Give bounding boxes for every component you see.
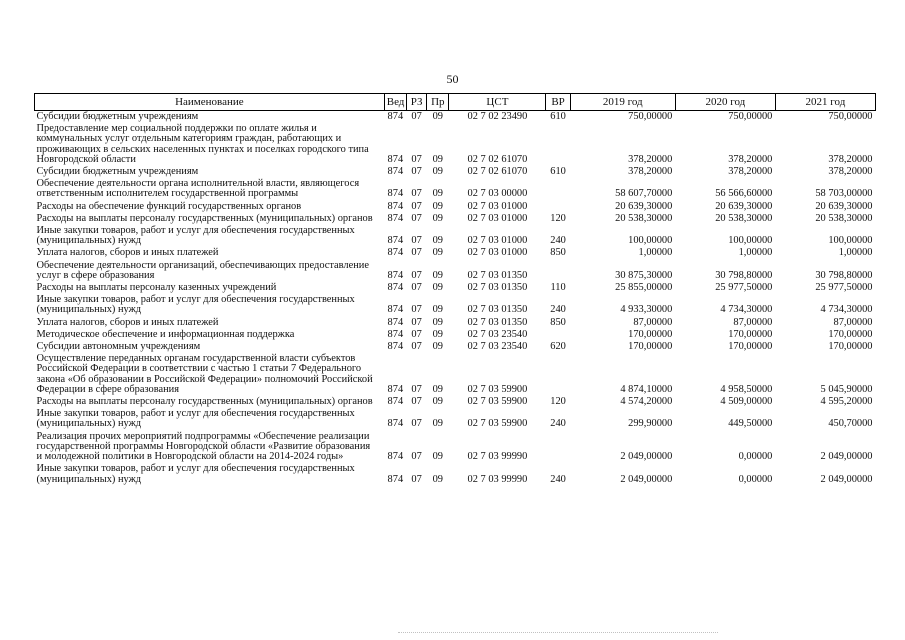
row-2020: 56 566,60000 [715, 188, 773, 200]
row-rz: 07 [411, 383, 422, 395]
row-2021: 378,20000 [828, 166, 873, 178]
row-rz: 07 [411, 235, 422, 247]
row-2019: 299,90000 [628, 418, 673, 430]
row-2019: 4 933,30000 [620, 304, 673, 316]
row-pr: 09 [432, 396, 443, 408]
row-pr: 09 [432, 316, 443, 328]
row-2019: 750,00000 [628, 111, 673, 122]
row-rz: 07 [411, 396, 422, 408]
row-name: Иные закупки товаров, работ и услуг для обеспечения государственных (муниципальных) нужд [36, 294, 355, 316]
row-vr [546, 260, 570, 282]
row-vr: 240 [550, 418, 566, 430]
row-ved: 874 [387, 200, 404, 212]
row-2021: 750,00000 [828, 111, 873, 122]
budget-table [34, 93, 876, 486]
scan-artifact-line [398, 632, 718, 635]
row-ved: 874 [387, 328, 404, 340]
row-pr: 09 [432, 166, 443, 178]
row-vr [546, 353, 570, 396]
row-vr [546, 178, 570, 200]
row-cst: 02 7 03 23540 [467, 341, 528, 353]
row-2019: 4 874,10000 [620, 383, 673, 395]
row-ved: 874 [387, 153, 404, 165]
table-row [35, 260, 876, 282]
row-2020: 1,00000 [738, 247, 773, 259]
row-cst: 02 7 03 99990 [467, 451, 528, 463]
row-rz: 07 [411, 153, 422, 165]
row-rz: 07 [411, 316, 422, 328]
row-pr: 09 [432, 188, 443, 200]
row-2021: 2 049,00000 [820, 473, 873, 485]
row-ved: 874 [387, 269, 404, 281]
row-ved: 874 [387, 188, 404, 200]
row-2021: 100,00000 [828, 235, 873, 247]
row-ved: 874 [387, 473, 404, 485]
row-2021: 378,20000 [828, 153, 873, 165]
row-2019: 25 855,00000 [615, 282, 673, 294]
row-2021: 170,00000 [828, 328, 873, 340]
row-cst: 02 7 03 01000 [467, 212, 528, 224]
row-cst: 02 7 02 61070 [467, 166, 528, 178]
row-pr: 09 [432, 212, 443, 224]
row-cst: 02 7 03 01350 [467, 304, 528, 316]
row-vr: 850 [550, 247, 566, 259]
header-2019: 2019 год [570, 94, 675, 111]
row-vr: 850 [550, 316, 566, 328]
row-name: Иные закупки товаров, работ и услуг для обеспечения государственных (муниципальных) нужд [36, 225, 355, 247]
row-cst: 02 7 03 23540 [467, 328, 528, 340]
row-vr: 610 [550, 166, 566, 178]
row-2021: 450,70000 [828, 418, 873, 430]
row-name: Уплата налогов, сборов и иных платежей [36, 247, 219, 259]
row-2019: 170,00000 [628, 328, 673, 340]
table-row [35, 201, 876, 213]
row-2020: 449,50000 [728, 418, 773, 430]
row-pr: 09 [432, 111, 443, 122]
table-row [35, 353, 876, 396]
row-ved: 874 [387, 247, 404, 259]
row-2021: 25 977,50000 [815, 282, 873, 294]
row-2019: 1,00000 [638, 247, 673, 259]
row-name: Методическое обеспечение и информационная поддержка [36, 328, 295, 340]
row-cst: 02 7 03 99990 [467, 473, 528, 485]
row-name: Расходы на выплаты персоналу казенных учреждений [36, 282, 277, 294]
row-ved: 874 [387, 235, 404, 247]
table-body [35, 111, 876, 486]
row-2021: 1,00000 [838, 247, 873, 259]
row-vr [546, 201, 570, 213]
table-row [35, 178, 876, 200]
row-name: Расходы на обеспечение функций государственных органов [36, 200, 302, 212]
table-row [35, 329, 876, 341]
table-header-row [35, 94, 876, 111]
row-2021: 58 703,00000 [815, 188, 873, 200]
row-vr [546, 123, 570, 166]
row-rz: 07 [411, 188, 422, 200]
table-row [35, 463, 876, 485]
table-row [35, 111, 876, 124]
row-rz: 07 [411, 269, 422, 281]
row-name: Расходы на выплаты персоналу государственных (муниципальных) органов [36, 396, 373, 408]
row-2020: 4 734,30000 [720, 304, 773, 316]
row-2021: 20 538,30000 [815, 212, 873, 224]
row-ved: 874 [387, 418, 404, 430]
row-2019: 170,00000 [628, 341, 673, 353]
row-2019: 20 639,30000 [615, 200, 673, 212]
row-cst: 02 7 03 01000 [467, 235, 528, 247]
row-cst: 02 7 03 01350 [467, 269, 528, 281]
row-cst: 02 7 03 01000 [467, 247, 528, 259]
row-name: Уплата налогов, сборов и иных платежей [36, 316, 219, 328]
row-ved: 874 [387, 166, 404, 178]
row-pr: 09 [432, 282, 443, 294]
row-2020: 170,00000 [728, 341, 773, 353]
row-2020: 30 798,80000 [715, 269, 773, 281]
row-rz: 07 [411, 341, 422, 353]
row-pr: 09 [432, 473, 443, 485]
row-rz: 07 [411, 212, 422, 224]
header-cst: ЦСТ [449, 94, 546, 111]
row-pr: 09 [432, 247, 443, 259]
row-cst: 02 7 03 01350 [467, 316, 528, 328]
row-vr: 620 [550, 341, 566, 353]
row-name: Осуществление переданных органам государственной власти субъектов Российской Федерации в соответствии с частью 1 статьи 7 Федерального закона «Об образовании в Российской Федерации» полномочий Российской Федерации в сфере образования [36, 353, 373, 395]
header-pr: Пр [427, 94, 449, 111]
row-name: Реализация прочих мероприятий подпрограммы «Обеспечение реализации государственной программы Новгородской области «Развитие образования и молодежной политики в Новгородской области на 2014-2024 годы» [36, 430, 371, 463]
row-cst: 02 7 03 59900 [467, 418, 528, 430]
row-vr: 120 [550, 212, 566, 224]
table-row [35, 317, 876, 329]
row-pr: 09 [432, 269, 443, 281]
header-rz: РЗ [406, 94, 426, 111]
row-2020: 4 958,50000 [720, 383, 773, 395]
row-rz: 07 [411, 111, 422, 122]
row-cst: 02 7 03 59900 [467, 396, 528, 408]
row-cst: 02 7 03 59900 [467, 383, 528, 395]
row-2021: 170,00000 [828, 341, 873, 353]
row-pr: 09 [432, 235, 443, 247]
row-rz: 07 [411, 328, 422, 340]
row-2020: 100,00000 [728, 235, 773, 247]
row-2020: 0,00000 [738, 451, 773, 463]
table-row [35, 341, 876, 353]
row-2021: 4 595,20000 [820, 396, 873, 408]
page-number: 50 [446, 72, 459, 86]
row-2020: 4 509,00000 [720, 396, 773, 408]
table-row [35, 225, 876, 247]
row-name: Обеспечение деятельности органа исполнительной власти, являющегося ответственным исполнителем государственной программы [36, 178, 360, 200]
row-2019: 30 875,30000 [615, 269, 673, 281]
header-name: Наименование [35, 94, 385, 111]
row-2021: 87,00000 [833, 316, 873, 328]
row-2020: 20 639,30000 [715, 200, 773, 212]
table-row [35, 282, 876, 294]
row-2019: 58 607,70000 [615, 188, 673, 200]
row-ved: 874 [387, 316, 404, 328]
row-rz: 07 [411, 282, 422, 294]
row-2020: 170,00000 [728, 328, 773, 340]
row-2021: 2 049,00000 [820, 451, 873, 463]
row-vr: 610 [550, 111, 566, 122]
row-2020: 0,00000 [738, 473, 773, 485]
row-2021: 20 639,30000 [815, 200, 873, 212]
header-vr: ВР [546, 94, 570, 111]
row-vr: 110 [550, 282, 566, 294]
row-2019: 4 574,20000 [620, 396, 673, 408]
row-vr [546, 431, 570, 464]
row-name: Предоставление мер социальной поддержки по оплате жилья и коммунальных услуг отдельным категориям граждан, работающих и проживающих в сельских населенных пунктах и поселках городского типа Новгородской области [36, 123, 369, 165]
row-ved: 874 [387, 341, 404, 353]
row-2019: 2 049,00000 [620, 451, 673, 463]
row-pr: 09 [432, 383, 443, 395]
row-rz: 07 [411, 451, 422, 463]
row-vr: 120 [550, 396, 566, 408]
row-cst: 02 7 03 00000 [467, 188, 528, 200]
row-vr: 240 [550, 235, 566, 247]
row-2020: 20 538,30000 [715, 212, 773, 224]
row-2019: 378,20000 [628, 153, 673, 165]
table-row [35, 431, 876, 464]
row-ved: 874 [387, 304, 404, 316]
row-2019: 87,00000 [633, 316, 673, 328]
row-rz: 07 [411, 200, 422, 212]
row-ved: 874 [387, 212, 404, 224]
row-2021: 30 798,80000 [815, 269, 873, 281]
row-ved: 874 [387, 111, 404, 122]
row-2020: 87,00000 [733, 316, 773, 328]
row-name: Субсидии бюджетным учреждениям [36, 166, 199, 178]
row-pr: 09 [432, 341, 443, 353]
table-row [35, 294, 876, 316]
row-2021: 4 734,30000 [820, 304, 873, 316]
header-2021: 2021 год [775, 94, 875, 111]
row-2021: 5 045,90000 [820, 383, 873, 395]
row-name: Иные закупки товаров, работ и услуг для обеспечения государственных (муниципальных) нужд [36, 408, 355, 430]
table-row [35, 408, 876, 430]
row-rz: 07 [411, 247, 422, 259]
row-rz: 07 [411, 473, 422, 485]
row-pr: 09 [432, 304, 443, 316]
table-row [35, 396, 876, 408]
row-2020: 378,20000 [728, 153, 773, 165]
row-rz: 07 [411, 418, 422, 430]
row-vr: 240 [550, 473, 566, 485]
row-ved: 874 [387, 282, 404, 294]
row-cst: 02 7 02 61070 [467, 153, 528, 165]
row-rz: 07 [411, 166, 422, 178]
row-pr: 09 [432, 328, 443, 340]
row-2019: 100,00000 [628, 235, 673, 247]
row-pr: 09 [432, 418, 443, 430]
row-cst: 02 7 03 01350 [467, 282, 528, 294]
table-row [35, 166, 876, 178]
row-pr: 09 [432, 200, 443, 212]
row-cst: 02 7 03 01000 [467, 200, 528, 212]
row-pr: 09 [432, 153, 443, 165]
row-name: Иные закупки товаров, работ и услуг для обеспечения государственных (муниципальных) нужд [36, 463, 355, 485]
row-2019: 20 538,30000 [615, 212, 673, 224]
row-ved: 874 [387, 396, 404, 408]
row-vr: 240 [550, 304, 566, 316]
row-2020: 750,00000 [728, 111, 773, 122]
table-row [35, 213, 876, 225]
row-name: Обеспечение деятельности организаций, обеспечивающих предоставление услуг в сфере образования [36, 259, 369, 281]
row-cst: 02 7 02 23490 [467, 111, 528, 122]
header-2020: 2020 год [675, 94, 775, 111]
table-row [35, 123, 876, 166]
row-rz: 07 [411, 304, 422, 316]
row-name: Субсидии автономным учреждениям [36, 341, 201, 353]
row-ved: 874 [387, 451, 404, 463]
row-vr [546, 329, 570, 341]
header-ved: Вед [384, 94, 406, 111]
row-ved: 874 [387, 383, 404, 395]
row-2019: 2 049,00000 [620, 473, 673, 485]
row-2020: 25 977,50000 [715, 282, 773, 294]
row-name: Субсидии бюджетным учреждениям [36, 111, 199, 122]
table-row [35, 247, 876, 259]
row-pr: 09 [432, 451, 443, 463]
row-2020: 378,20000 [728, 166, 773, 178]
row-name: Расходы на выплаты персоналу государственных (муниципальных) органов [36, 212, 373, 224]
row-2019: 378,20000 [628, 166, 673, 178]
